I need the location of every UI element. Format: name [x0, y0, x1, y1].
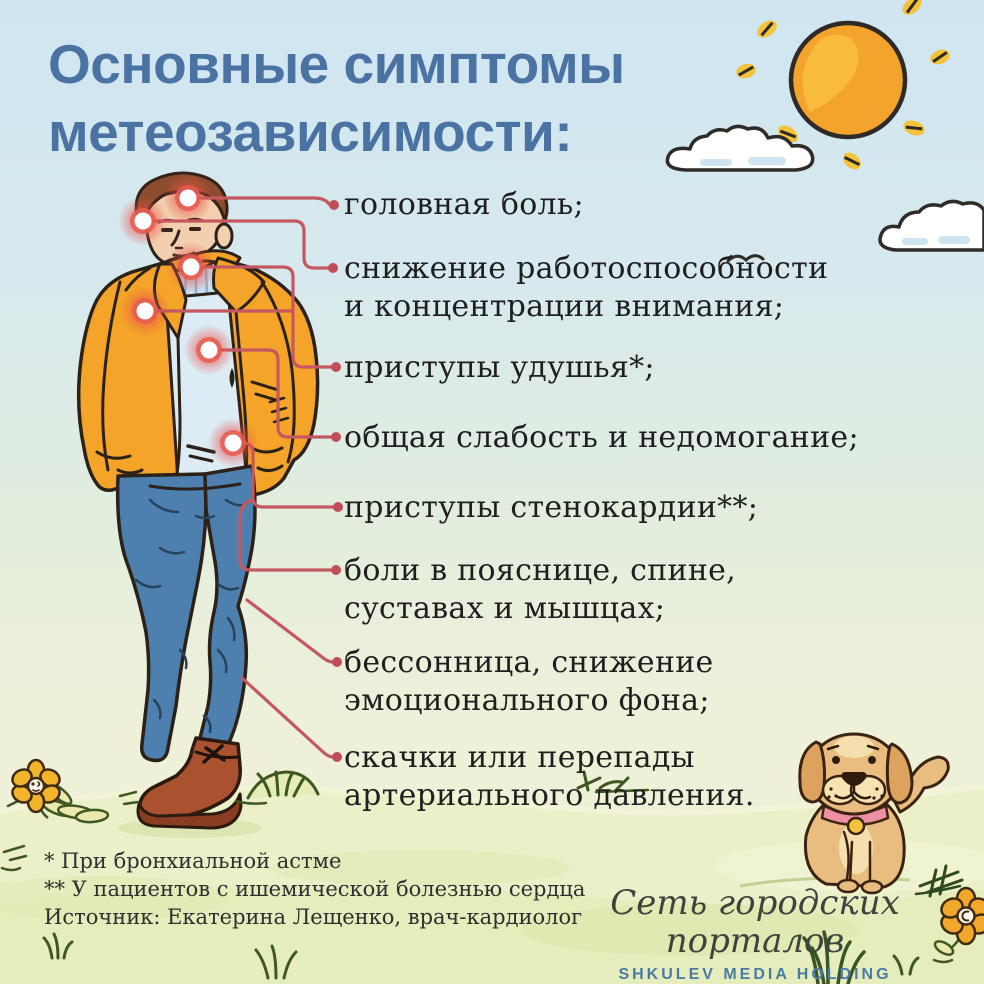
connector-line [247, 600, 333, 662]
cloud-icon [880, 201, 984, 250]
symptom-item-asthma [344, 349, 655, 387]
symptom-item-insomnia [344, 644, 714, 720]
footnote-asthma: * При бронхиальной астме [44, 849, 342, 873]
footnote-ischemia: ** У пациентов с ишемической болезнью сердца [44, 877, 586, 901]
brand-network: Сеть городских порталов [610, 883, 900, 961]
brand-holding: SHKULEV MEDIA HOLDING [618, 966, 892, 983]
symptom-item-headache [344, 186, 584, 224]
symptom-marker [163, 173, 213, 223]
symptom-marker [166, 242, 216, 292]
symptom-text: артериального давления. [344, 778, 755, 813]
connector-line [242, 678, 333, 757]
connector-bullets [328, 200, 343, 762]
source-note: Источник: Екатерина Лещенко, врач-кардиолог [44, 905, 583, 929]
symptom-text: суставах и мышцах; [344, 591, 666, 626]
symptom-item-blood-pressure [344, 739, 755, 815]
symptom-text: приступы удушья*; [344, 350, 655, 385]
symptom-item-angina [344, 489, 758, 527]
symptom-item-back-pain [344, 552, 736, 628]
symptom-marker [118, 196, 168, 246]
symptom-item-performance [344, 250, 828, 326]
symptom-text: и концентрации внимания; [344, 289, 785, 324]
symptom-text: эмоционального фона; [344, 683, 710, 718]
symptom-text: скачки или перепады [344, 740, 695, 775]
symptom-text: головная боль; [344, 187, 584, 222]
symptom-marker [208, 418, 258, 468]
symptom-text: приступы стенокардии**; [344, 490, 759, 525]
symptom-text: снижение работоспособности [344, 251, 829, 286]
symptom-item-weakness [344, 419, 859, 457]
page-title [48, 30, 625, 166]
symptom-marker [184, 325, 234, 375]
symptom-marker [120, 286, 170, 336]
branding [575, 884, 935, 984]
symptom-text: бессонница, снижение [344, 645, 714, 680]
symptom-text: боли в пояснице, спине, [344, 553, 737, 588]
page-title-line1: Основные симптомы [48, 33, 625, 95]
symptom-text: общая слабость и недомогание; [344, 420, 859, 455]
page-title-line2: метеозависимости: [48, 101, 573, 163]
